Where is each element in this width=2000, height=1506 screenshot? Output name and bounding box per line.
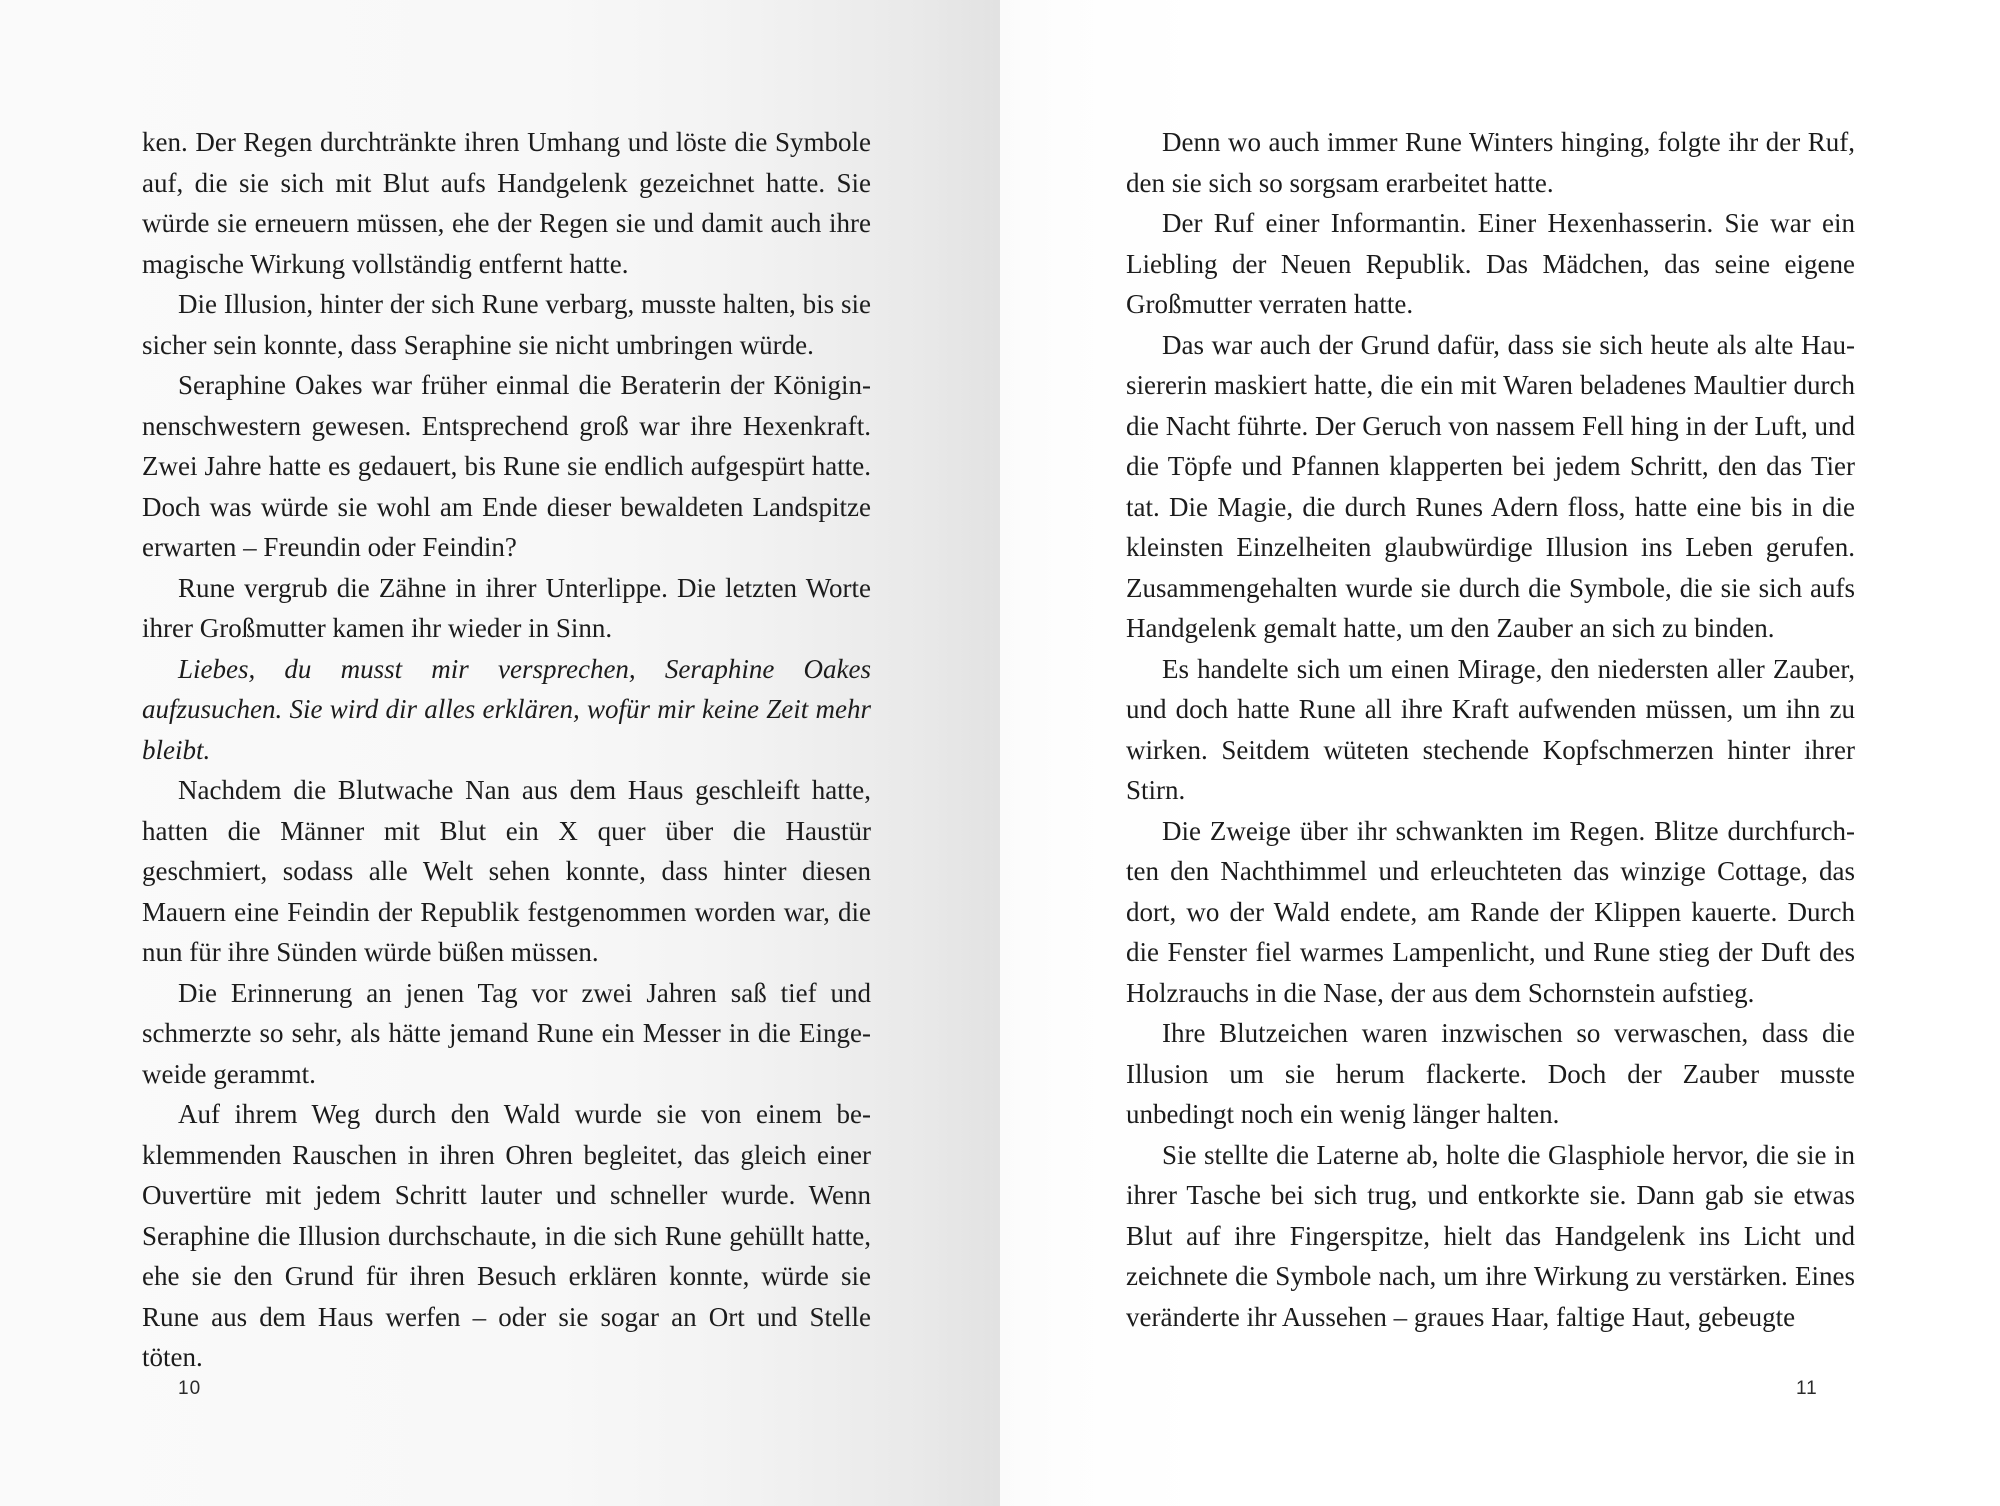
paragraph: Die Illusion, hinter der sich Rune verbarg, musste halten, bis sie sicher sein konnte, dass Seraphine sie nicht umbringen würde. [142,289,871,360]
paragraph: Nachdem die Blutwache Nan aus dem Haus geschleift hatte, hatten die Männer mit Blut ein X quer über die Haustür geschmiert, sodass alle Welt sehen konnte, dass hinter diesen Mauern eine Feindin der Republik festgenommen worden war, die nun für ihre Sünden würde büßen müssen. [142,775,871,967]
paragraph: Ihre Blutzeichen waren inzwischen so verwaschen, dass die Illusion um sie herum flackerte. Doch der Zauber musste unbedingt noch ein wenig länger halten. [1126,1018,1855,1129]
left-page-text [142,122,871,1378]
paragraph: Denn wo auch immer Rune Winters hinging, folgte ihr der Ruf, den sie sich so sorgsam erarbeitet hatte. [1126,127,1855,198]
paragraph: Rune vergrub die Zähne in ihrer Unterlippe. Die letzten Worte ihrer Großmutter kamen ihr wieder in Sinn. [142,572,871,643]
paragraph: Auf ihrem Weg durch den Wald wurde sie von einem beklemmenden Rauschen in ihren Ohren begleitet, das gleich einer Ouvertüre mit jedem Schritt lauter und schneller wurde. Wenn Seraphine die Illusion durchschaute, in die sich Rune gehüllt hatte, ehe sie den Grund für ihren Besuch erklären konnte, würde sie Rune aus dem Haus werfen – oder sie sogar an Ort und Stelle töten. [142,1099,871,1372]
paragraph: Seraphine Oakes war früher einmal die Beraterin der Königinnenschwestern gewesen. Entsprechend groß war ihre Hexenkraft. Zwei Jahre hatte es gedauert, bis Rune sie endlich aufgespürt hatte. Doch was würde sie wohl am Ende dieser bewaldeten Landspitze erwarten – Freundin oder Feindin? [142,370,871,562]
paragraph: Die Zweige über ihr schwankten im Regen. Blitze durchfurchten den Nachthimmel und erleuchteten das winzige Cottage, das dort, wo der Wald endete, am Rande der Klippen kauerte. Durch die Fenster fiel warmes Lampenlicht, und Rune stieg der Duft des Holzrauchs in die Nase, der aus dem Schornstein aufstieg. [1126,815,1855,1008]
page-number-left: 10 [178,1378,202,1399]
paragraph: Die Erinnerung an jenen Tag vor zwei Jahren saß tief und schmerzte so sehr, als hätte jemand Rune ein Messer in die Eingeweide gerammt. [142,977,871,1089]
paragraph: Sie stellte die Laterne ab, holte die Glasphiole hervor, die sie in ihrer Tasche bei sich trug, und entkorkte sie. Dann gab sie etwas Blut auf ihre Fingerspitze, hielt das Handgelenk ins Licht und zeichnete die Symbole nach, um ihre Wirkung zu verstärken. Eines veränderte ihr Aussehen – graues Haar, faltige Haut, gebeugte [1126,1139,1855,1332]
paragraph: ken. Der Regen durchtränkte ihren Umhang und löste die Symbole auf, die sie sich mit Blut aufs Handgelenk gezeichnet hatte. Sie würde sie erneuern müssen, ehe der Regen sie und damit auch ihre magische Wirkung vollständig entfernt hatte. [142,127,871,279]
paragraph: Es handelte sich um einen Mirage, den niedersten aller Zauber, und doch hatte Rune all ihre Kraft aufwenden müssen, um ihn zu wirken. Seitdem wüteten stechende Kopfschmerzen hinter ihrer Stirn. [1126,653,1855,805]
paragraph: Das war auch der Grund dafür, dass sie sich heute als alte Hausiererin maskiert hatte, die ein mit Waren beladenes Maultier durch die Nacht führte. Der Geruch von nassem Fell hing in der Luft, und die Töpfe und Pfannen klapperten bei jedem Schritt, den das Tier tat. Die Magie, die durch Runes Adern floss, hatte eine bis in die kleinsten Einzelheiten glaubwürdige Illusion ins Leben gerufen. Zusammengehalten wurde sie durch die Symbole, die sie sich aufs Handgelenk gemalt hatte, um den Zauber an sich zu binden. [1126,329,1855,643]
right-page-text [1126,122,1855,1337]
page-number-right: 11 [1796,1378,1818,1399]
right-page [1000,0,2000,1506]
paragraph: Der Ruf einer Informantin. Einer Hexenhasserin. Sie war ein Liebling der Neuen Republik. Das Mädchen, das seine eigene Großmutter verraten hatte. [1126,208,1855,319]
italic-paragraph: Liebes, du musst mir versprechen, Seraphine Oakes aufzusuchen. Sie wird dir alles erklären, wofür mir keine Zeit mehr bleibt. [142,653,871,765]
